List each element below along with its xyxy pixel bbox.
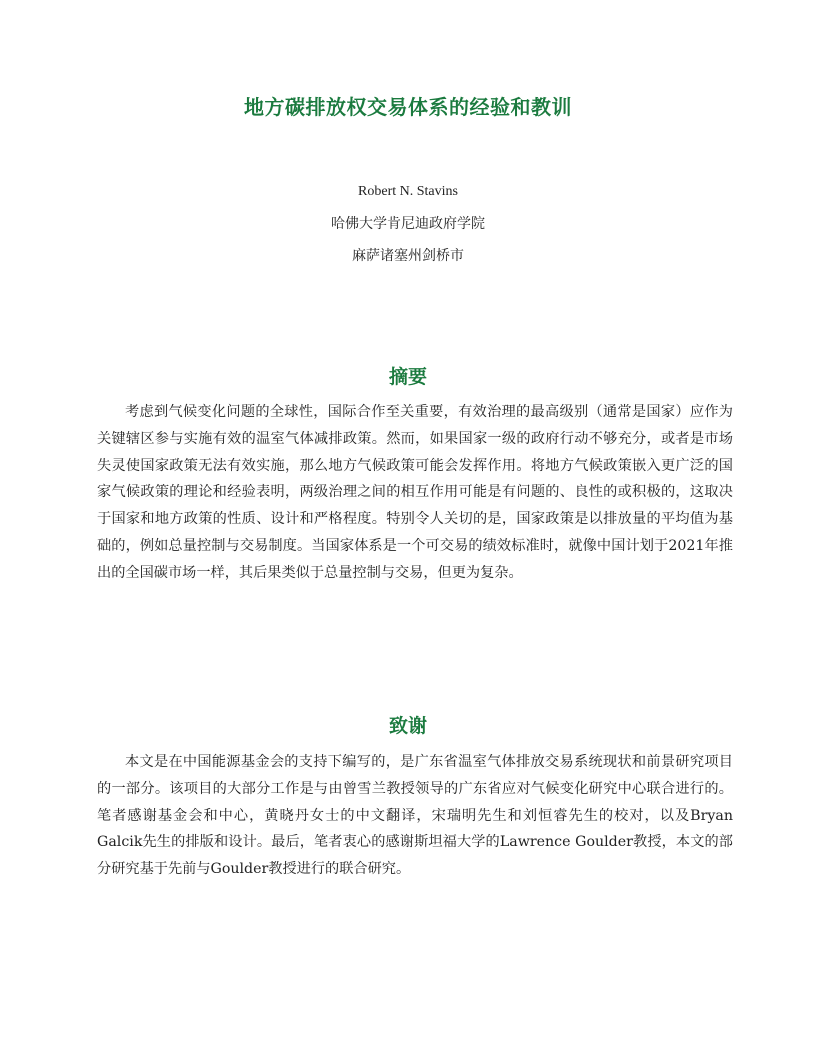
- document-title: 地方碳排放权交易体系的经验和教训: [244, 95, 572, 119]
- author-name: Robert N. Stavins: [358, 184, 458, 199]
- author-location: 麻萨诸塞州剑桥市: [352, 248, 464, 264]
- abstract-heading: 摘要: [388, 366, 427, 388]
- acknowledgements-body: 本文是在中国能源基金会的支持下编写的，是广东省温室气体排放交易系统现状和前景研究项目的一部分。该项目的大部分工作是与由曾雪兰教授领导的广东省应对气候变化研究中心联合进行的。笔者感谢基金会和中心，黄晓丹女士的中文翻译，宋瑞明先生和刘恒睿先生的校对，以及Bryan Galcik先生的排版和设计。最后，笔者衷心的感谢斯坦福大学的Lawrence Goulder教授，本文的部分研究基于先前与Goulder教授进行的联合研究。: [97, 754, 733, 878]
- author-affiliation: 哈佛大学肯尼迪政府学院: [331, 216, 485, 232]
- abstract-body: 考虑到气候变化问题的全球性，国际合作至关重要，有效治理的最高级别（通常是国家）应作为关键辖区参与实施有效的温室气体减排政策。然而，如果国家一级的政府行动不够充分，或者是市场失灵使国家政策无法有效实施，那么地方气候政策可能会发挥作用。将地方气候政策嵌入更广泛的国家气候政策的理论和经验表明，两级治理之间的相互作用可能是有问题的、良性的或积极的，这取决于国家和地方政策的性质、设计和严格程度。特别令人关切的是，国家政策是以排放量的平均值为基础的，例如总量控制与交易制度。当国家体系是一个可交易的绩效标准时，就像中国计划于2021年推出的全国碳市场一样，其后果类似于总量控制与交易，但更为复杂。: [97, 404, 733, 581]
- author-block: [0, 176, 816, 272]
- acknowledgements-heading: 致谢: [388, 715, 427, 737]
